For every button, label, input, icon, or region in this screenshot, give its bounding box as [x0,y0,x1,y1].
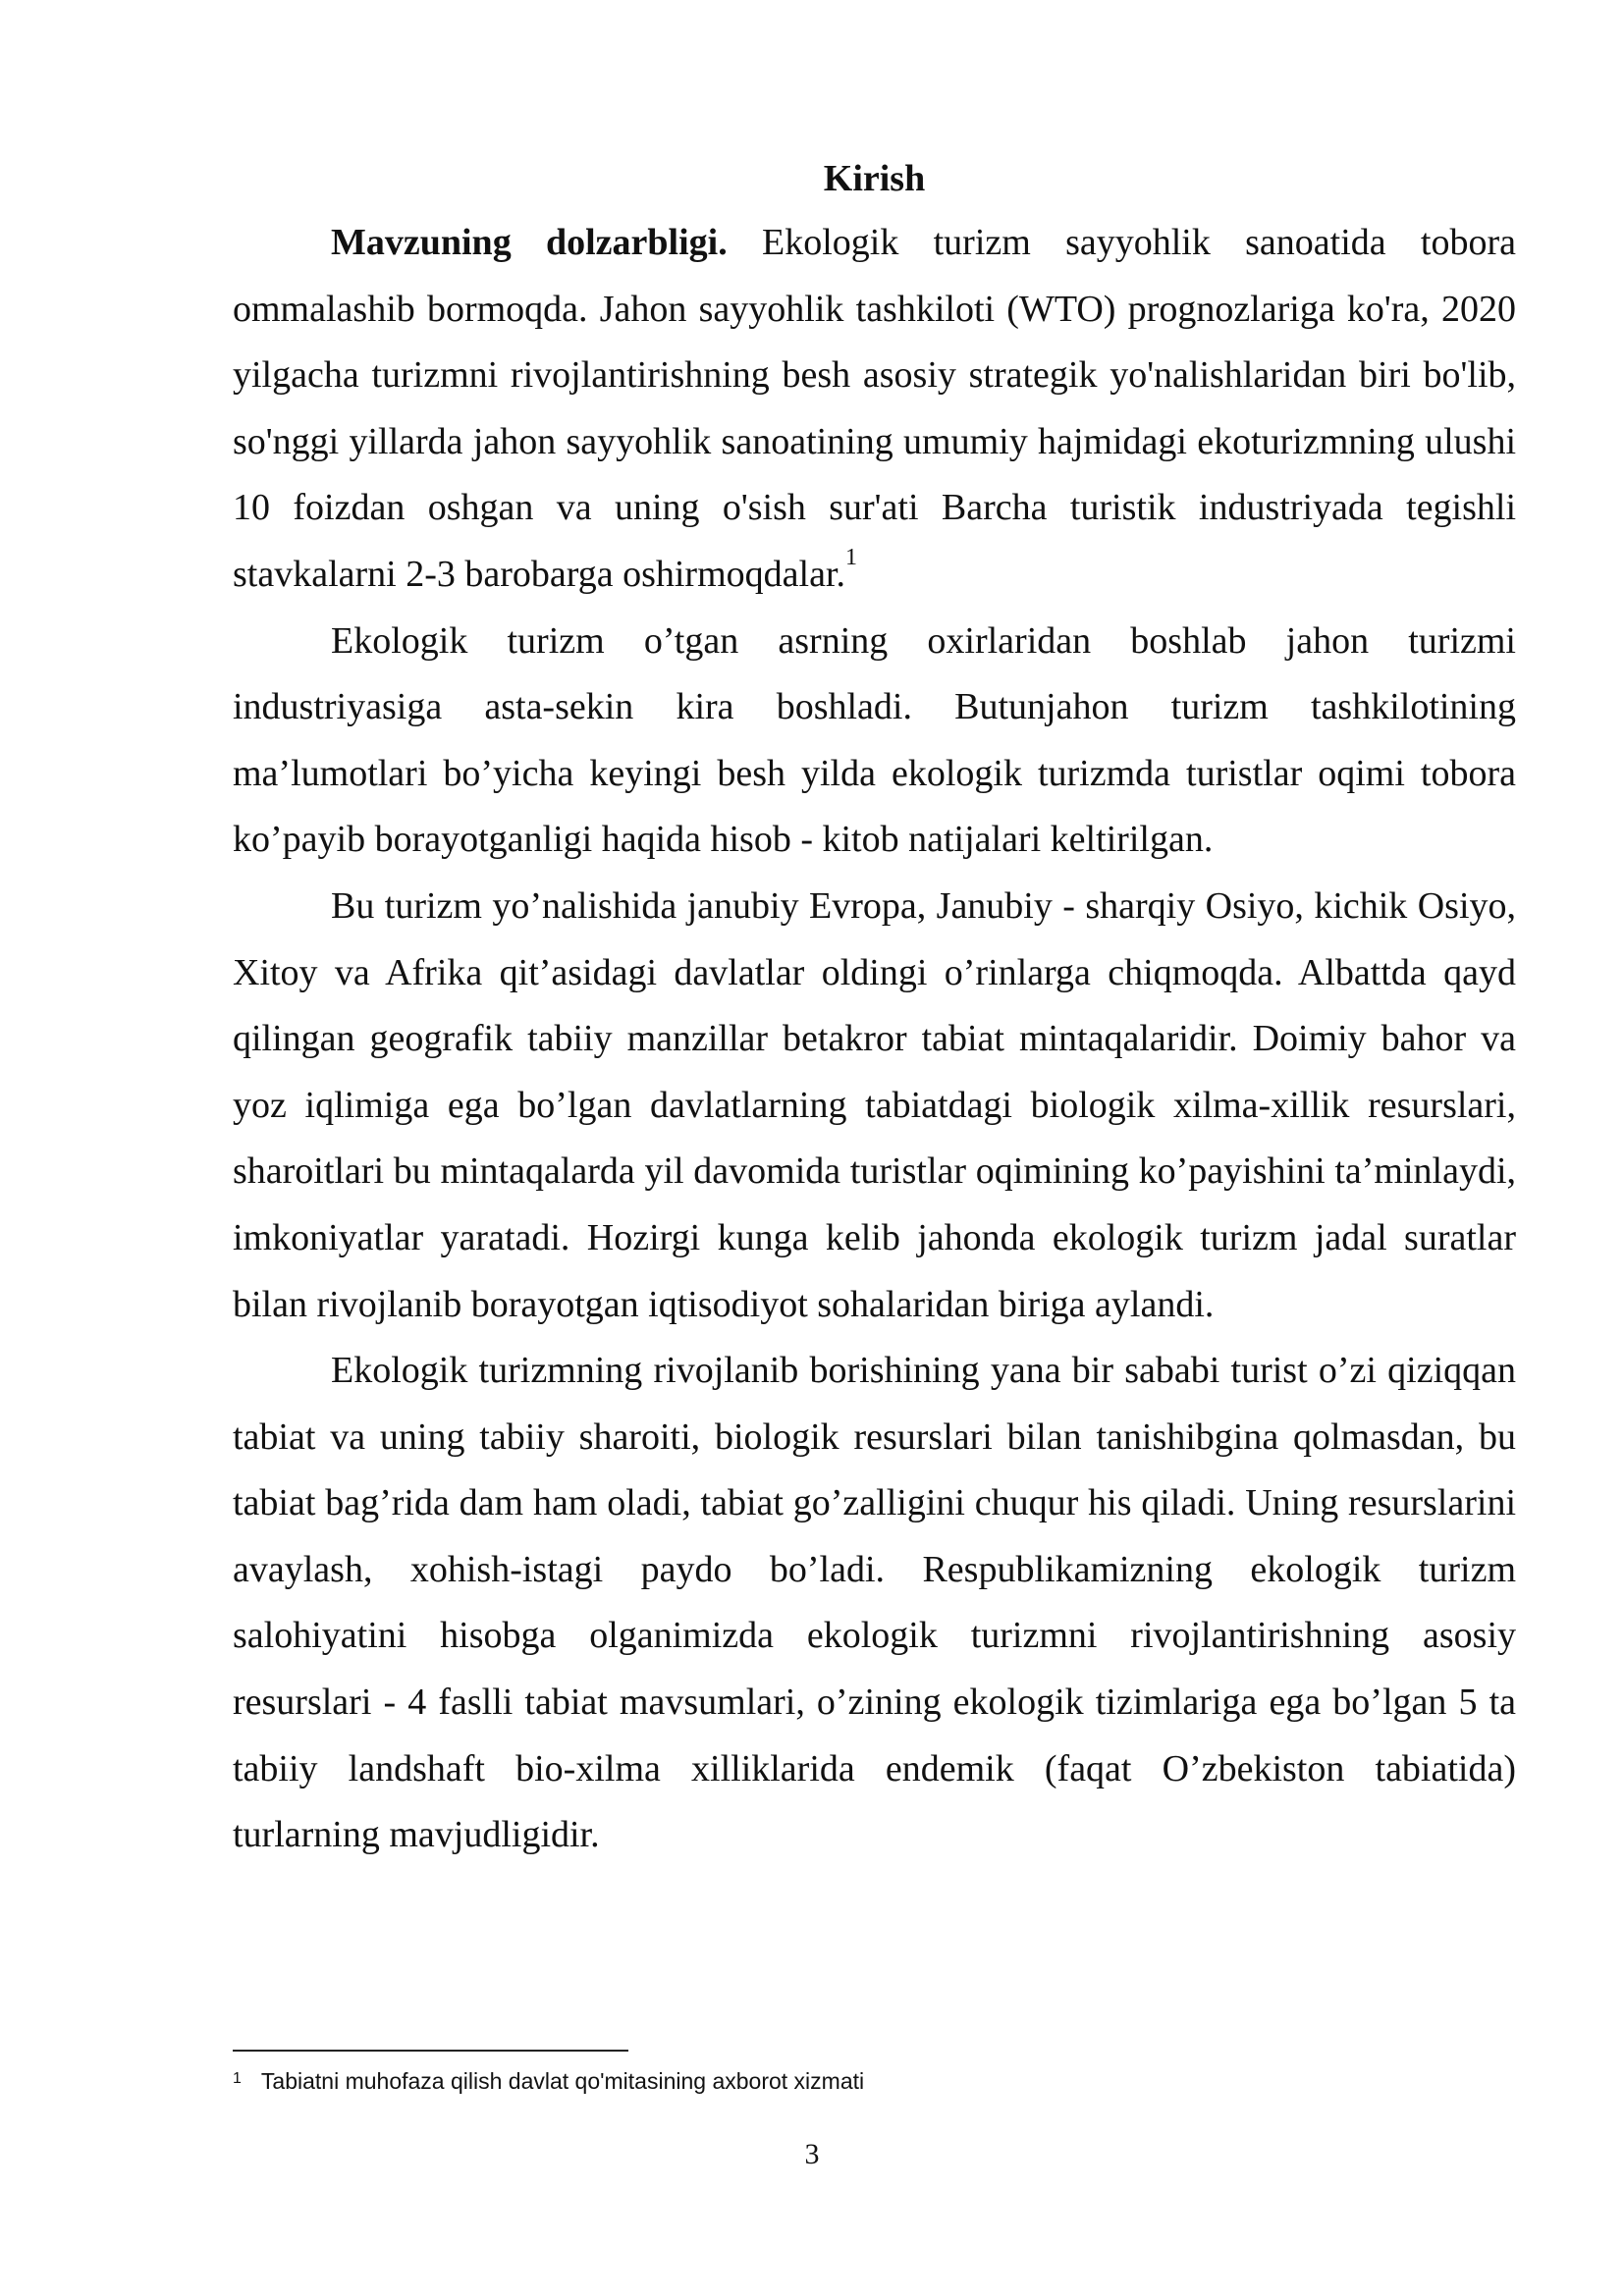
paragraph-lead: Mavzuning dolzarbligi. [331,222,728,263]
footnote [233,2065,1509,2097]
paragraph-text: Ekologik turizmning rivojlanib borishining yana bir sababi turist o’zi qiziqqan tabiat va uning tabiiy sharoiti, biologik resurslari bilan tanishibgina qolmasdan, bu tabiat bag’rida dam ham oladi, tabiat go’zalligini chuqur his qiladi. Uning resurslarini avaylash, xohish-istagi paydo bo’ladi. Respublikamizning ekologik turizm salohiyatini hisobga olganimizda ekologik turizmni rivojlantirishning asosiy resurslari - 4 faslli tabiat mavsumlari, o’zining ekologik tizimlariga ega bo’lgan 5 ta tabiiy landshaft bio-xilma xilliklarida endemik (faqat O’zbekiston tabiatida) turlarning mavjudligidir. [233,1350,1516,1856]
footnote-marker: 1 [233,2070,242,2087]
footnote-separator [233,2050,628,2052]
main-text [233,147,1516,1869]
page-title: Kirish [823,158,926,199]
paragraph-relevance [233,210,1516,609]
footnote-reference: 1 [845,544,857,570]
footnote-text: Tabiatni muhofaza qilish davlat qo'mitasining axborot xizmati [260,2068,865,2094]
page-number: 3 [804,2138,820,2170]
paragraph-text: Ekologik turizm o’tgan asrning oxirlaridan boshlab jahon turizmi industriyasiga asta-sekin kira boshladi. Butunjahon turizm tashkilotining ma’lumotlari bo’yicha keyingi besh yilda ekologik turizmda turistlar oqimi tobora ko’payib borayotganligi haqida hisob - kitob natijalari keltirilgan. [233,619,1516,861]
paragraph-text: Bu turizm yo’nalishida janubiy Evropa, Janubiy - sharqiy Osiyo, kichik Osiyo, Xitoy va Afrika qit’asidagi davlatlar oldingi o’rinlarga chiqmoqda. Albattda qayd qilingan geografik tabiiy manzillar betakror tabiat mintaqalaridir. Doimiy bahor va yoz iqlimiga ega bo’lgan davlatlarning tabiatdagi biologik xilma-xillik resurslari, sharoitlari bu mintaqalarda yil davomida turistlar oqimining ko’payishini ta’minlaydi, imkoniyatlar yaratadi. Hozirgi kunga kelib jahonda ekologik turizm jadal suratlar bilan rivojlanib borayotgan iqtisodiyot sohalaridan biriga aylandi. [233,884,1516,1325]
paragraph-text: Ekologik turizm sayyohlik sanoatida tobora ommalashib bormoqda. Jahon sayyohlik tashkiloti (WTO) prognozlariga ko'ra, 2020 yilgacha turizmni rivojlantirishning besh asosiy strategik yo'nalishlaridan biri bo'lib, so'nggi yillarda jahon sayyohlik sanoatining umumiy hajmidagi ekoturizmning ulushi 10 foizdan oshgan va uning o'sish sur'ati Barcha turistik industriyada tegishli stavkalarni 2-3 barobarga oshirmoqdalar. [233,222,1517,595]
